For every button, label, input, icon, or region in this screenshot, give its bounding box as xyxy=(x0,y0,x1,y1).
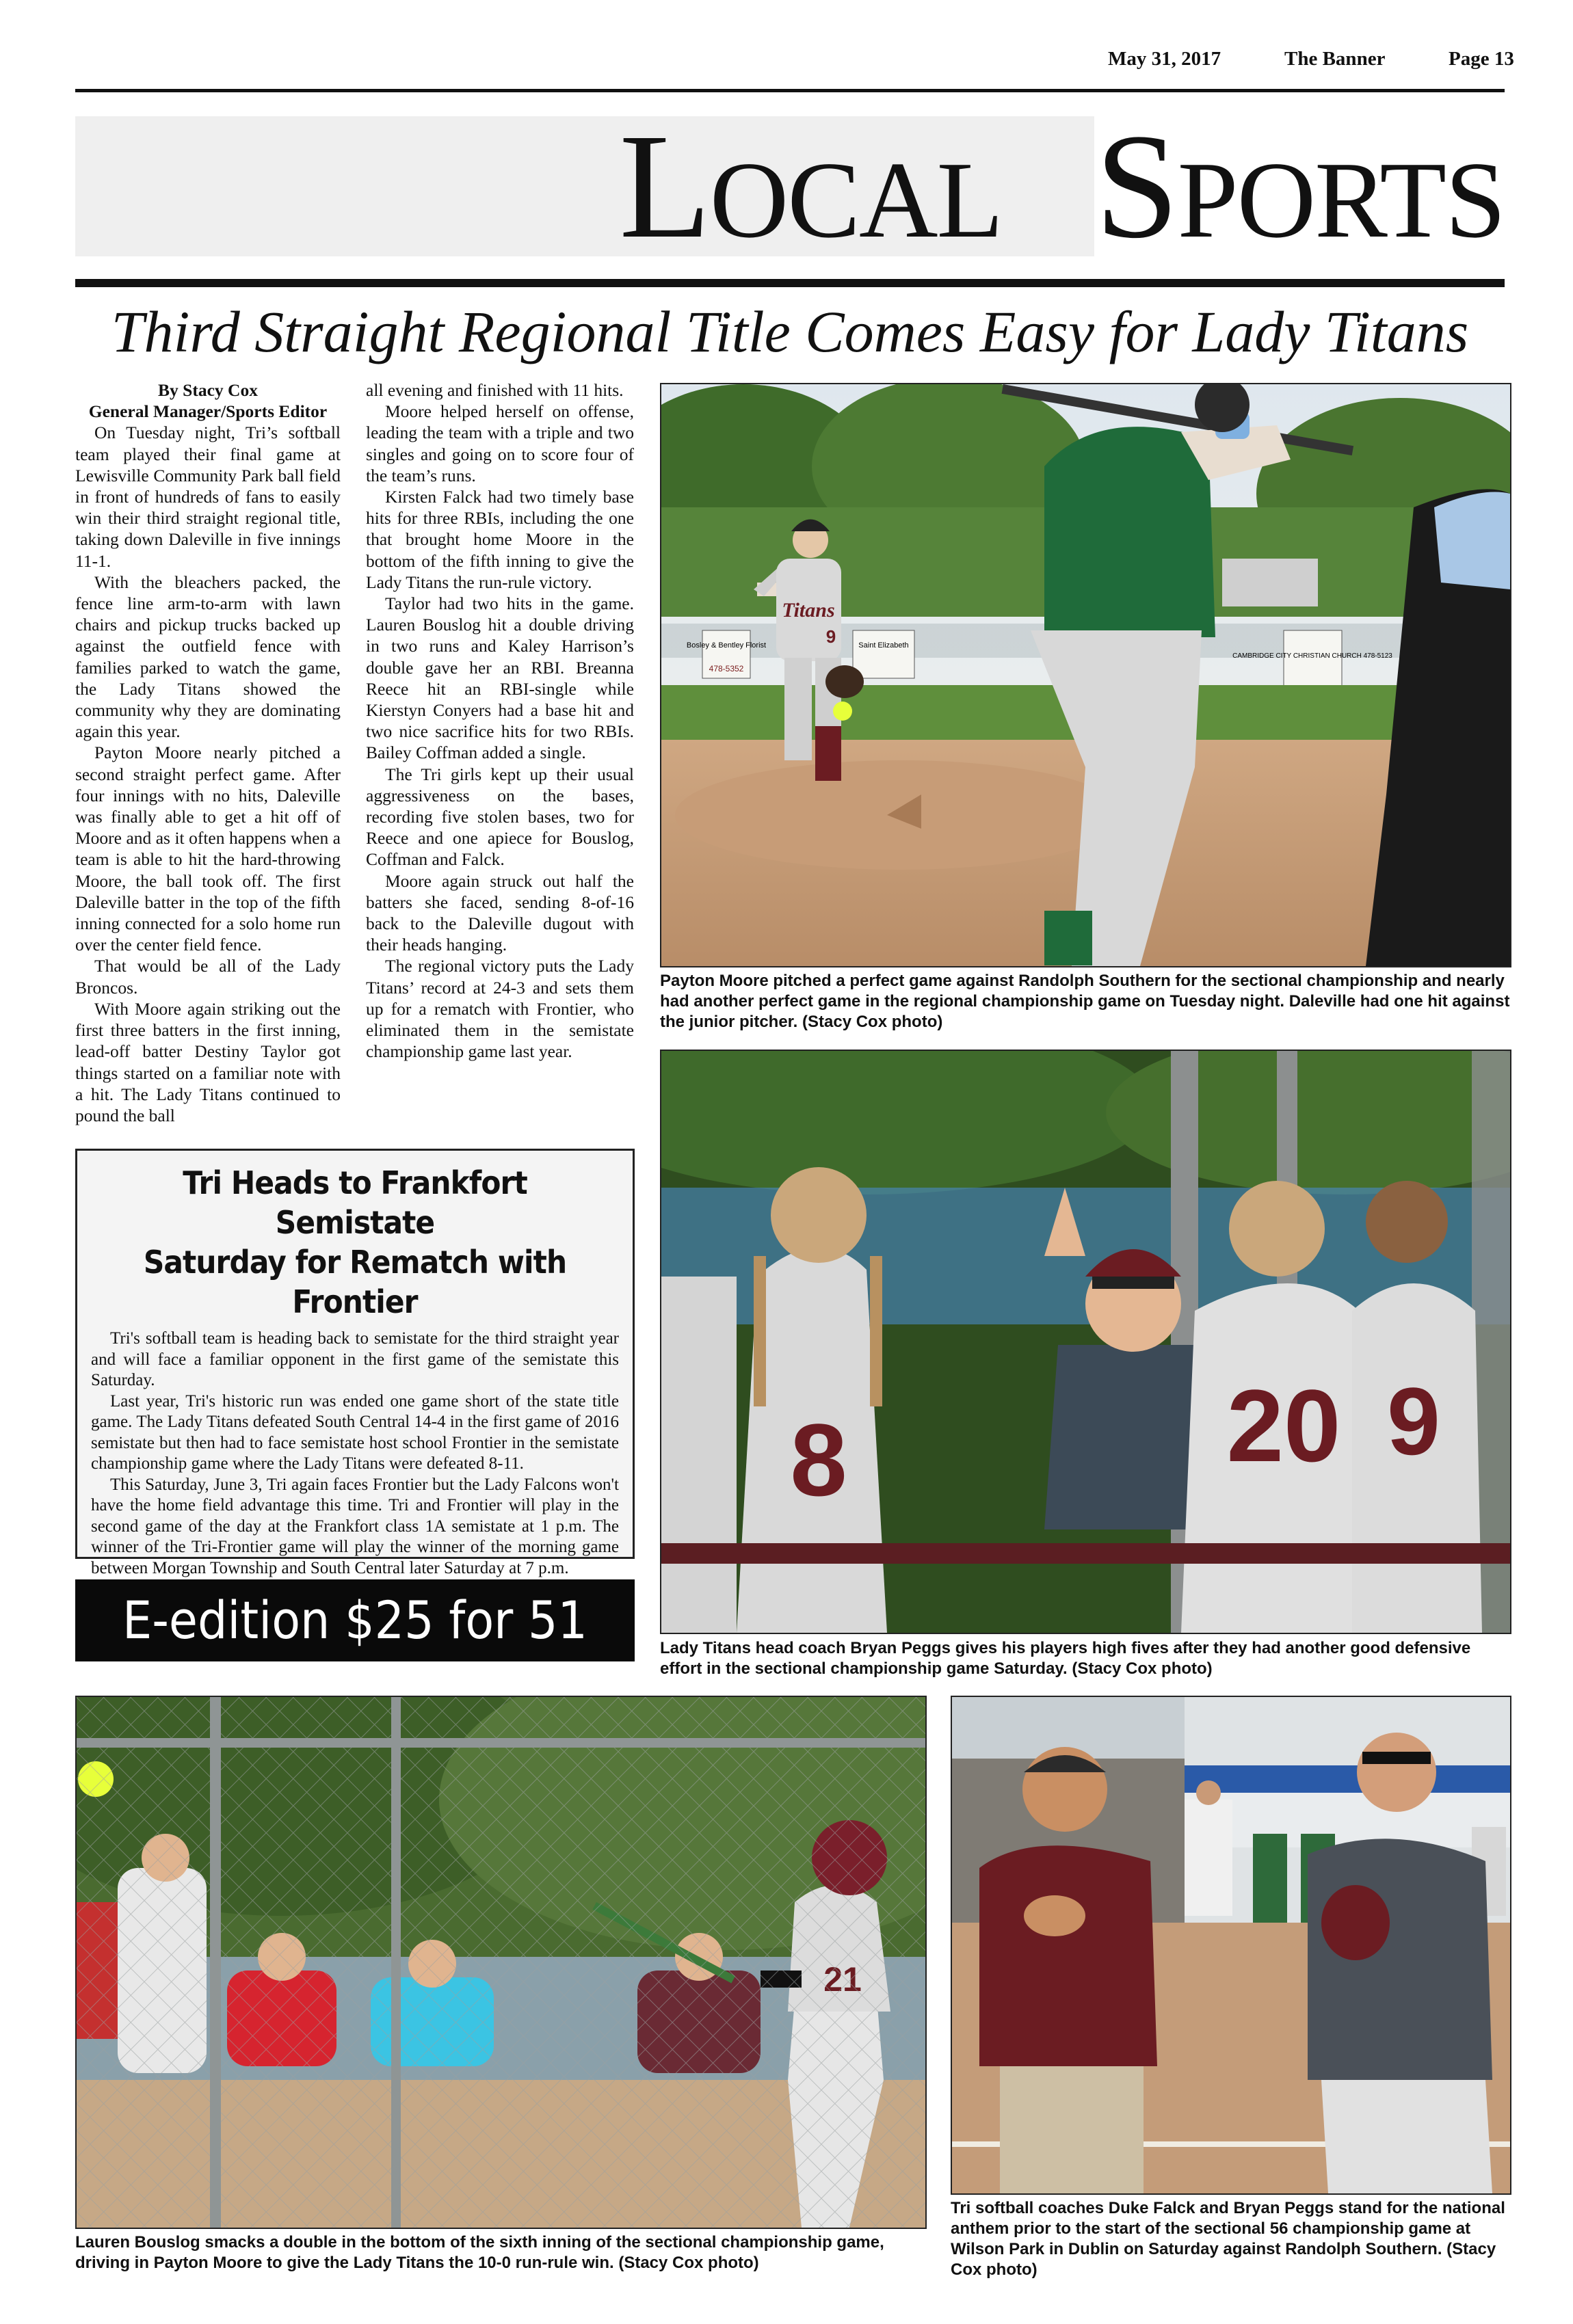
pitcher-photo-caption: Payton Moore pitched a perfect game against Randolph Southern for the sectional championship and nearly had another perfect game in the regional championship game on Tuesday night. Daleville had one hit against the junior pitcher. (Stacy Cox photo) xyxy=(660,972,1510,1031)
batter-photo xyxy=(75,1696,927,2229)
page-number: Page 13 xyxy=(1449,48,1514,70)
pitcher-jersey-number: 9 xyxy=(825,626,836,647)
article-paragraph: With Moore again striking out the first three batters in the first inning, lead-off batter Destiny Taylor got things started on a familiar note with a hit. The Lady Titans continued to pound the ball xyxy=(75,998,341,1125)
article-paragraph: Payton Moore nearly pitched a second straight perfect game. After four innings with no hits, Daleville was finally able to get a hit off of Moore and as it often happens when a team is able to hit the hard-throwing Moore, the ball took off. The first Daleville batter in the top of the fifth inning connected for a solo home run over the center field fence. xyxy=(75,743,341,955)
header-rule xyxy=(75,89,1505,92)
coaches-photo xyxy=(951,1696,1511,2195)
coaches-photo-caption: Tri softball coaches Duke Falck and Bryan Peggs stand for the national anthem prior to the start of the sectional 56 championship game at Wilson Park in Dublin on Saturday against Randolph Southern. (Stacy Cox photo) xyxy=(951,2199,1505,2279)
section-rule xyxy=(75,279,1505,287)
jersey-number-9: 9 xyxy=(1387,1367,1440,1475)
byline-author: By Stacy Cox xyxy=(158,380,258,400)
sign-phone: 478-5352 xyxy=(709,664,744,673)
coaches-photo-image xyxy=(952,1697,1510,2193)
sidebar-paragraph: This Saturday, June 3, Tri again faces Frontier but the Lady Falcons won't have the home field advantage this time. Tri and Frontier will play in the second game of the day at the Frankfort class 1A semistate at 1 p.m. The winner of the Tri-Frontier game will play the winner of the morning game between Morgan Township and South Central later Saturday at 7 p.m. xyxy=(91,1475,619,1577)
batter-photo-caption: Lauren Bouslog smacks a double in the bottom of the sixth inning of the sectional championship game, driving in Payton Moore to give the Lady Titans the 10-0 run-rule win. (Stacy Cox photo) xyxy=(75,2233,884,2272)
article-paragraph: That would be all of the Lady Broncos. xyxy=(75,956,341,998)
article-paragraph: all evening and finished with 11 hits. xyxy=(366,380,624,400)
highfive-photo-image xyxy=(661,1051,1510,1633)
article-paragraph: Moore again struck out half the batters she faced, sending 8-of-16 back to the Daleville dugout with their heads hanging. xyxy=(366,870,634,955)
article-column-1 xyxy=(75,379,341,1126)
section-title: LOCAL SPORTS xyxy=(619,103,1505,269)
article-column-2 xyxy=(366,379,634,1063)
sign-florist: Bosley & Bentley Florist xyxy=(686,641,767,650)
article-paragraph: Taylor had two hits in the game. Lauren Bouslog hit a double driving in two runs and Kaley Harrison’s double gave her an RBI. Breanna Reece hit an RBI-single while Kierstyn Conyers had a base hit and two nice sacrifice hits for two RBIs. Bailey Coffman added a single. xyxy=(366,593,634,763)
article-paragraph: The regional victory puts the Lady Titans’ record at 24-3 and sets them up for a rematch with Frontier, who eliminated them in the semistate championship game last year. xyxy=(366,956,634,1062)
pitcher-jersey-text: Titans xyxy=(782,599,835,622)
highfive-photo xyxy=(660,1050,1511,1634)
jersey-number-20: 20 xyxy=(1226,1368,1341,1483)
jersey-number-8: 8 xyxy=(790,1402,847,1517)
article-paragraph: Kirsten Falck had two timely base hits for three RBIs, including the one that brought home Moore in the bottom of the fifth inning to give the Lady Titans the run-rule victory. xyxy=(366,487,634,592)
article-paragraph: Moore helped herself on offense, leading the team with a triple and two singles and going on to score four of the team’s runs. xyxy=(366,401,634,485)
batter-photo-image xyxy=(77,1697,925,2228)
e-edition-promo[interactable]: E-edition $25 for 51 xyxy=(75,1579,635,1661)
headline: Third Straight Regional Title Comes Easy for Lady Titans xyxy=(111,299,1469,364)
highfive-photo-caption: Lady Titans head coach Bryan Peggs gives his players high fives after they had another good defensive effort in the sectional championship game Saturday. (Stacy Cox photo) xyxy=(660,1639,1471,1678)
pitcher-photo xyxy=(660,383,1511,967)
article-paragraph: With the bleachers packed, the fence line arm-to-arm with lawn chairs and pickup trucks backed up against the outfield fence with families parked to watch the game, the Lady Titans showed the community why they are dominating again this year. xyxy=(75,572,341,742)
byline-role: General Manager/Sports Editor xyxy=(88,401,328,422)
sidebar-paragraph: Tri's softball team is heading back to semistate for the third straight year and will face a familiar opponent in the first game of the semistate this Saturday. xyxy=(91,1329,619,1389)
semistate-sidebar xyxy=(75,1149,635,1577)
sign-church: Saint Elizabeth xyxy=(858,641,909,650)
issue-date: May 31, 2017 xyxy=(1108,48,1221,70)
sidebar-paragraph: Last year, Tri's historic run was ended one game short of the state title game. The Lady Titans defeated South Central 14-4 in the first game of 2016 semistate but then had to face semistate host school Frontier in the semistate championship game where the Lady Titans were defeated 8-11. xyxy=(91,1391,619,1473)
sign-cambridge: CAMBRIDGE CITY CHRISTIAN CHURCH 478-5123 xyxy=(1232,652,1392,660)
publication-name: The Banner xyxy=(1284,48,1386,70)
pitcher-photo-image xyxy=(661,384,1510,966)
sidebar-title: Tri Heads to Frankfort Semistate Saturday for Rematch with Frontier xyxy=(143,1164,567,1320)
article-paragraph: The Tri girls kept up their usual aggressiveness on the bases, recording five stolen bases, two for Reece and one apiece for Bouslog, Coffman and Falck. xyxy=(366,764,634,870)
article-paragraph: On Tuesday night, Tri’s softball team played their final game at Lewisville Community Park ball field in front of hundreds of fans to easily win their third straight regional title, taking down Daleville in five innings 11-1. xyxy=(75,423,341,571)
